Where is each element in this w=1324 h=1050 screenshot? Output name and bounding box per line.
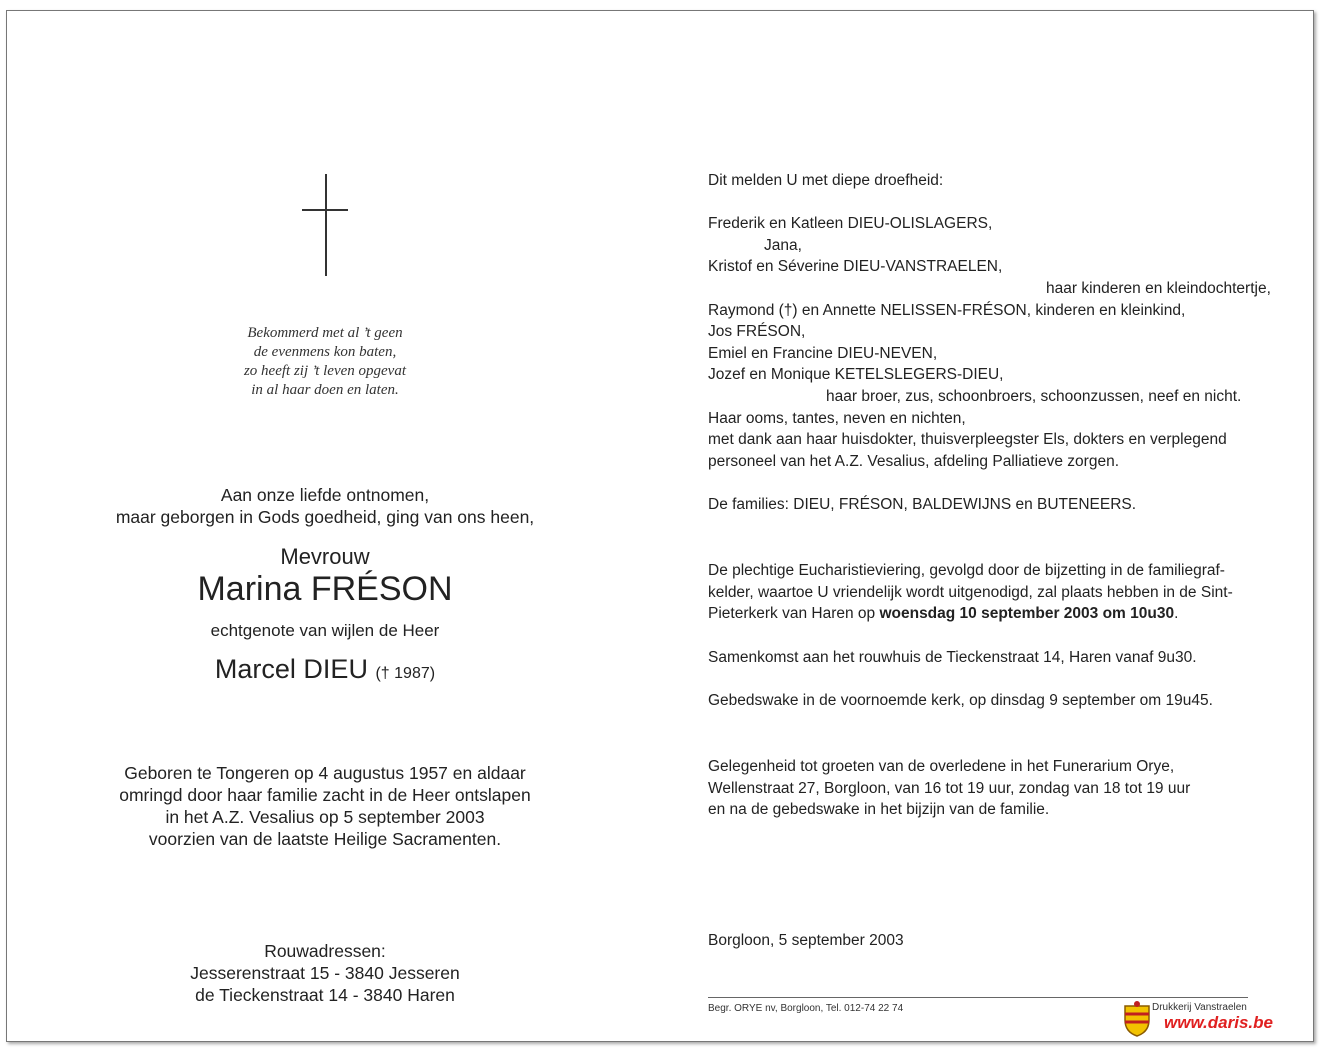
cross-icon-bar: [302, 209, 348, 211]
born-line: omringd door haar familie zacht in de Heer ontslapen: [119, 785, 531, 805]
spouse-line: echtgenote van wijlen de Heer: [210, 621, 440, 640]
crest-icon: [1122, 1000, 1152, 1038]
place-date: Borgloon, 5 september 2003: [708, 932, 904, 949]
family-line: Emiel en Francine DIEU-NEVEN,: [708, 344, 938, 362]
gathering-line: Samenkomst aan het rouwhuis de Tieckenstraat 14, Haren vanaf 9u30.: [708, 649, 1197, 666]
poem-line: de evenmens kon baten,: [253, 344, 397, 360]
poem-line: in al haar doen en laten.: [251, 382, 399, 398]
family-line: Frederik en Katleen DIEU-OLISLAGERS,: [708, 215, 993, 233]
intro-line: Aan onze liefde ontnomen,: [220, 485, 430, 505]
family-line: haar kinderen en kleindochtertje,: [1046, 279, 1271, 297]
ceremony-pre: Pieterkerk van Haren op: [708, 605, 880, 623]
born-line: voorzien van de laatste Heilige Sacramenten.: [148, 829, 502, 849]
ceremony-post: .: [1174, 605, 1179, 623]
visit-line: en na de gebedswake in het bijzijn van de familie.: [708, 801, 1050, 819]
divider: [708, 997, 1248, 998]
addresses-title: Rouwadressen:: [264, 941, 386, 961]
born-line: in het A.Z. Vesalius op 5 september 2003: [165, 807, 485, 827]
birth-death-text: [60, 762, 590, 850]
spouse-name-block: [60, 654, 590, 685]
poem: [170, 324, 480, 400]
intro-line: maar geborgen in Gods goedheid, ging van ons heen,: [115, 507, 535, 527]
printer-credit: Drukkerij Vanstraelen: [1152, 1002, 1247, 1013]
ceremony-line: kelder, waartoe U vriendelijk wordt uitgenodigd, zal plaats hebben in de Sint-: [708, 583, 1233, 601]
family-line: Jozef en Monique KETELSLEGERS-DIEU,: [708, 366, 1004, 384]
family-line: personeel van het A.Z. Vesalius, afdeling Palliatieve zorgen.: [708, 452, 1120, 470]
mourning-addresses: [60, 940, 590, 1006]
family-line: Jana,: [764, 236, 802, 254]
cross-icon: [325, 174, 327, 276]
visit-text: [708, 756, 1268, 821]
family-line: Kristof en Séverine DIEU-VANSTRAELEN,: [708, 258, 1003, 276]
undertaker-credit: Begr. ORYE nv, Borgloon, Tel. 012-74 22 74: [708, 1003, 904, 1014]
spouse-name: Marcel DIEU: [214, 654, 368, 684]
spouse-death: († 1987): [375, 665, 436, 682]
family-line: met dank aan haar huisdokter, thuisverpleegster Els, dokters en verplegend: [708, 431, 1227, 449]
watermark-link[interactable]: www.daris.be: [1164, 1013, 1273, 1032]
poem-line: zo heeft zij ’t leven opgevat: [243, 363, 407, 379]
families-line: De families: DIEU, FRÉSON, BALDEWIJNS en BUTENEERS.: [708, 495, 1137, 513]
ceremony-text: [708, 560, 1268, 625]
ceremony-line: De plechtige Eucharistieviering, gevolgd door de bijzetting in de familiegraf-: [708, 562, 1225, 579]
intro-text: [60, 484, 590, 528]
family-line: Raymond (†) en Annette NELISSEN-FRÉSON, kinderen en kleinkind,: [708, 301, 1186, 319]
family-line: Haar ooms, tantes, neven en nichten,: [708, 409, 966, 427]
family-line: Jos FRÉSON,: [708, 323, 806, 341]
poem-line: Bekommerd met al ’t geen: [247, 325, 403, 341]
address-line: de Tieckenstraat 14 - 3840 Haren: [195, 985, 455, 1005]
family-line: haar broer, zus, schoonbroers, schoonzussen, neef en nicht.: [826, 387, 1242, 405]
vigil-line: Gebedswake in de voornoemde kerk, op dinsdag 9 september om 19u45.: [708, 692, 1213, 709]
address-line: Jesserenstraat 15 - 3840 Jesseren: [190, 963, 460, 983]
visit-line: Wellenstraat 27, Borgloon, van 16 tot 19 uur, zondag van 18 tot 19 uur: [708, 779, 1191, 797]
family-announcement: [708, 170, 1271, 516]
ceremony-date: woensdag 10 september 2003 om 10u30: [879, 605, 1175, 623]
deceased-name: Marina FRÉSON: [197, 570, 453, 608]
born-line: Geboren te Tongeren op 4 augustus 1957 en aldaar: [124, 763, 526, 783]
title-mevrouw: Mevrouw: [280, 544, 370, 569]
ceremony-line: [708, 603, 1268, 625]
visit-line: Gelegenheid tot groeten van de overledene in het Funerarium Orye,: [708, 758, 1175, 775]
opening-line: Dit melden U met diepe droefheid:: [708, 172, 944, 189]
